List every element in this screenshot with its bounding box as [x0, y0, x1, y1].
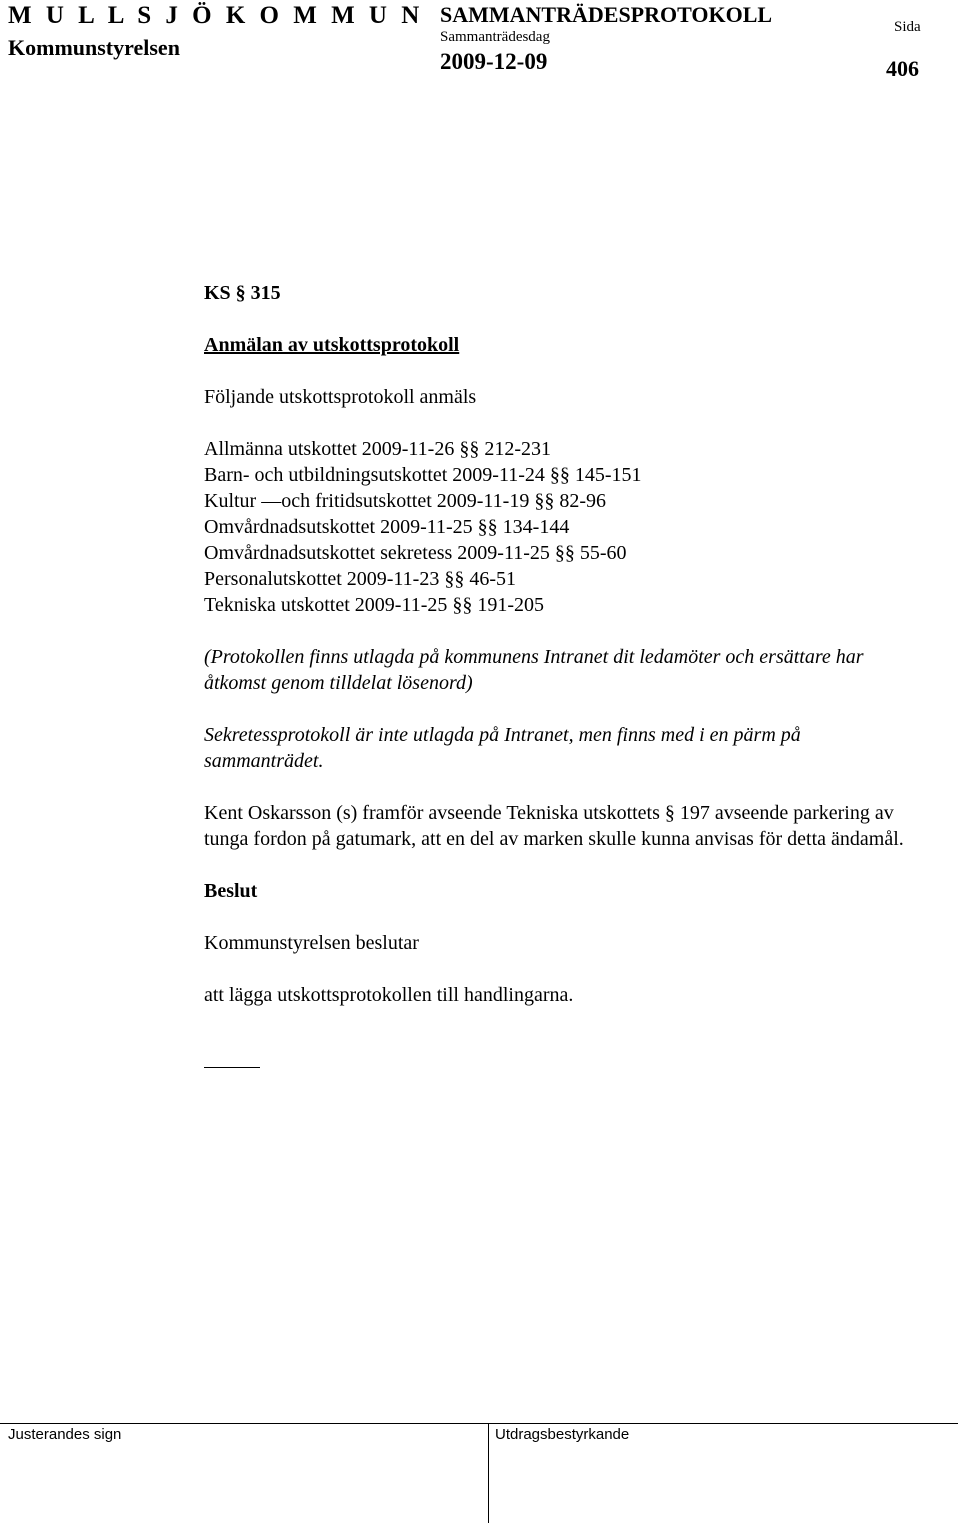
proposal-text: Kent Oskarsson (s) framför avseende Tekniska utskottets § 197 avseende parkering av tunga fordon på gatumark, att en del av marken skulle kunna anvisas för detta ändamål.	[204, 802, 904, 850]
meeting-date-label: Sammanträdesdag	[440, 29, 550, 45]
signature-label: Justerandes sign	[8, 1426, 122, 1443]
certification-label: Utdragsbestyrkande	[495, 1426, 630, 1443]
list-item: Omvårdnadsutskottet 2009-11-25 §§ 134-144	[204, 516, 570, 538]
list-item: Kultur —och fritidsutskottet 2009-11-19 §§ 82-96	[204, 490, 606, 512]
decision-maker: Kommunstyrelsen beslutar	[204, 932, 419, 954]
list-item: Barn- och utbildningsutskottet 2009-11-24 §§ 145-151	[204, 464, 642, 486]
page-label: Sida	[894, 19, 921, 35]
section-content	[204, 280, 924, 1008]
section-number: KS § 315	[204, 282, 281, 304]
decision-text: att lägga utskottsprotokollen till handlingarna.	[204, 984, 574, 1006]
section-heading: Anmälan av utskottsprotokoll	[204, 334, 460, 356]
end-rule	[204, 1067, 260, 1068]
page-number: 406	[886, 56, 919, 81]
protocol-list	[204, 436, 924, 618]
list-item: Allmänna utskottet 2009-11-26 §§ 212-231	[204, 438, 551, 460]
meeting-date-value: 2009-12-09	[440, 49, 548, 74]
board-name: Kommunstyrelsen	[8, 35, 180, 60]
list-item: Omvårdnadsutskottet sekretess 2009-11-25 §§ 55-60	[204, 542, 627, 564]
secrecy-note: Sekretessprotokoll är inte utlagda på Intranet, men finns med i en pärm på sammanträdet.	[204, 724, 801, 772]
footer-divider	[0, 1423, 958, 1424]
section-intro: Följande utskottsprotokoll anmäls	[204, 386, 477, 408]
footer-column-divider	[488, 1423, 489, 1523]
decision-heading: Beslut	[204, 880, 258, 902]
document-type: SAMMANTRÄDESPROTOKOLL	[440, 2, 773, 27]
list-item: Personalutskottet 2009-11-23 §§ 46-51	[204, 568, 517, 590]
intranet-note: (Protokollen finns utlagda på kommunens Intranet dit ledamöter och ersättare har åtkomst genom tilldelat lösenord)	[204, 646, 864, 694]
organization-name: M U L L S J Ö K O M M U N	[8, 2, 424, 29]
list-item: Tekniska utskottet 2009-11-25 §§ 191-205	[204, 594, 545, 616]
